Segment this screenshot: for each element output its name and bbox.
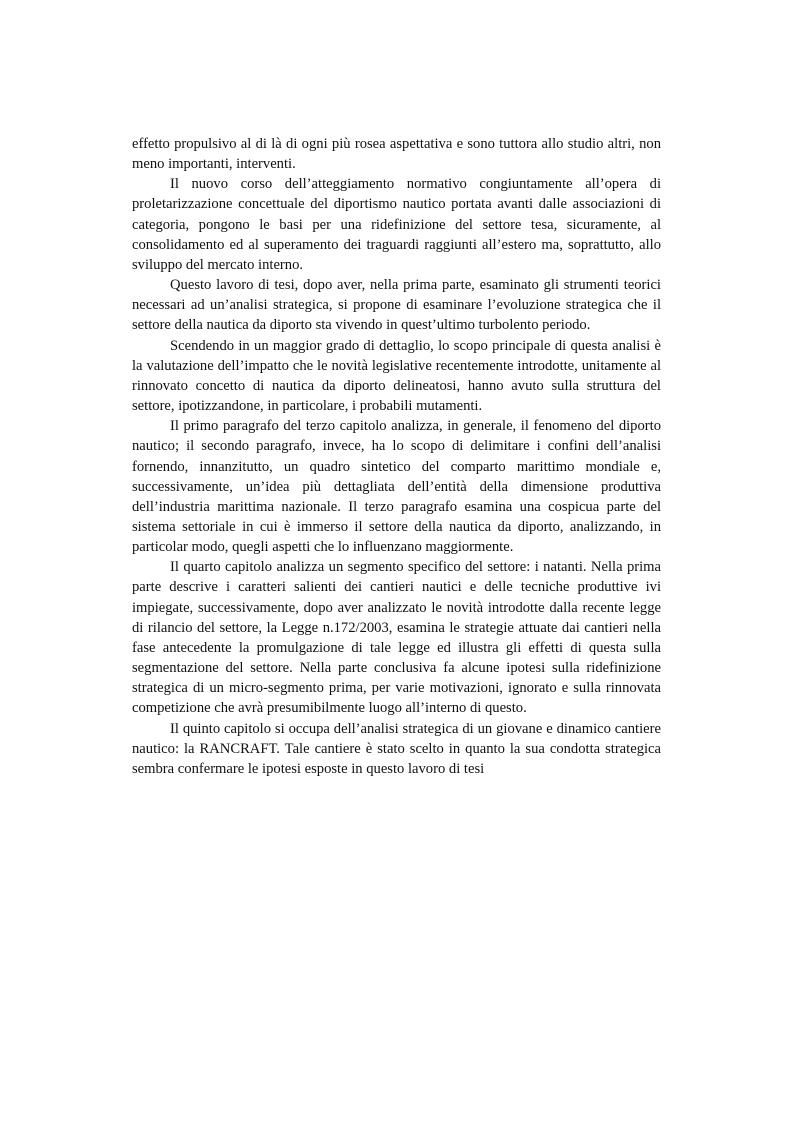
paragraph-5: Il primo paragrafo del terzo capitolo analizza, in generale, il fenomeno del diporto nautico; il secondo paragrafo, invece, ha lo scopo di delimitare i confini dell’analisi fornendo, innanzitutto, un quadro sintetico del comparto marittimo mondiale e, successivamente, un’idea più dettagliata dell’entità della dimensione produttiva dell’industria marittima nazionale. Il terzo paragrafo esamina una cospicua parte del sistema settoriale in cui è immerso il settore della nautica da diporto, analizzando, in particolar modo, quegli aspetti che lo influenzano maggiormente. xyxy=(132,418,661,556)
paragraph-1: effetto propulsivo al di là di ogni più rosea aspettativa e sono tuttora allo studio altri, non meno importanti, interventi. xyxy=(132,136,661,173)
paragraph-3: Questo lavoro di tesi, dopo aver, nella prima parte, esaminato gli strumenti teorici necessari ad un’analisi strategica, si propone di esaminare l’evoluzione strategica che il settore della nautica da diporto sta vivendo in quest’ultimo turbolento periodo. xyxy=(132,277,661,334)
paragraph-6: Il quarto capitolo analizza un segmento specifico del settore: i natanti. Nella prima parte descrive i caratteri salienti dei cantieri nautici e delle tecniche produttive ivi impiegate, successivamente, dopo aver analizzato le novità introdotte dalla recente legge di rilancio del settore, la Legge n.172/2003, esamina le strategie attuate dai cantieri nella fase antecedente la promulgazione di tale legge ed illustra gli effetti di questa sulla segmentazione del settore. Nella parte conclusiva fa alcune ipotesi sulla ridefinizione strategica di un micro-segmento prima, per varie motivazioni, ignorato e sulla rinnovata competizione che avrà presumibilmente luogo all’interno di questo. xyxy=(132,559,661,717)
paragraph-2: Il nuovo corso dell’atteggiamento normativo congiuntamente all’opera di proletarizzazione concettuale del diportismo nautico portata avanti dalle associazioni di categoria, pongono le basi per una ridefinizione del settore tesa, sicuramente, al consolidamento ed al superamento dei traguardi raggiunti all’estero ma, soprattutto, allo sviluppo del mercato interno. xyxy=(132,176,661,273)
paragraph-4: Scendendo in un maggior grado di dettaglio, lo scopo principale di questa analisi è la valutazione dell’impatto che le novità legislative recentemente introdotte, unitamente al rinnovato concetto di nautica da diporto delineatosi, hanno avuto sulla struttura del settore, ipotizzandone, in particolare, i probabili mutamenti. xyxy=(132,337,661,415)
body-text xyxy=(132,134,661,779)
paragraph-7: Il quinto capitolo si occupa dell’analisi strategica di un giovane e dinamico cantiere nautico: la RANCRAFT. Tale cantiere è stato scelto in quanto la sua condotta strategica sembra confermare le ipotesi esposte in questo lavoro di tesi xyxy=(132,720,661,777)
